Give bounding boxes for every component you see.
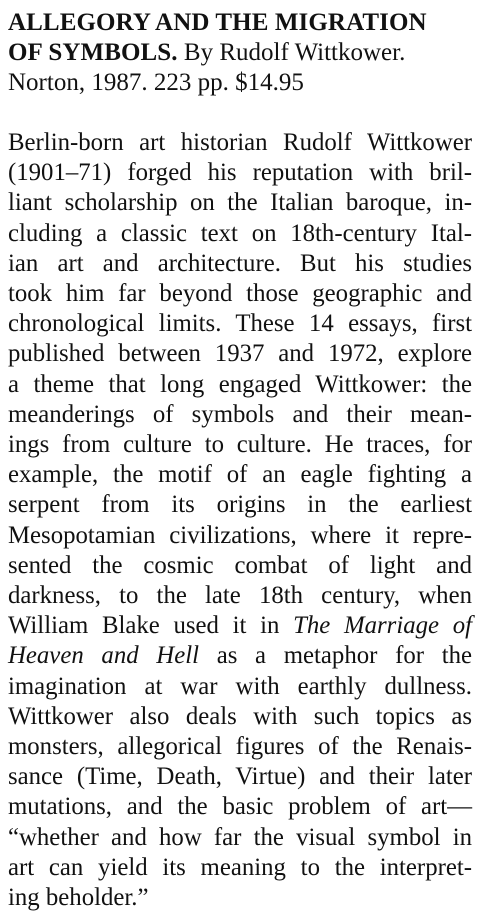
body-line-18-text: as a metaphor for the (199, 642, 472, 670)
header-line-2 (8, 38, 472, 68)
body-line-9: a theme that long engaged Wittkower: the (8, 370, 472, 398)
book-review (8, 8, 472, 913)
book-title: ALLEGORY AND THE MIGRATION (8, 9, 427, 36)
body-line-5: ian art and architecture. But his studies (8, 249, 472, 277)
work-title-part-2: Heaven and Hell (8, 642, 199, 670)
body-line-8: published between 1937 and 1972, explore (8, 340, 472, 368)
body-line-6: took him far beyond those geographic and (8, 280, 472, 308)
body-line-3: liant scholarship on the Italian baroque, in- (8, 189, 472, 217)
body-line-19: imagination at war with earthly dullness. (8, 672, 472, 700)
work-title-part-1: The Marriage of (293, 612, 472, 640)
body-line-23: mutations, and the basic problem of art— (8, 793, 472, 821)
header-line-1 (8, 8, 472, 38)
body-line-2: (1901–71) forged his reputation with bril- (8, 159, 472, 187)
body-line-4: cluding a classic text on 18th-century Ital- (8, 219, 472, 247)
body-line-14: Mesopotamian civilizations, where it repre- (8, 521, 472, 549)
book-title-continued: OF SYMBOLS. (8, 39, 178, 66)
body-line-22: sance (Time, Death, Virtue) and their later (8, 763, 472, 791)
book-author: By Rudolf Wittkower. (177, 39, 406, 66)
body-line-20: Wittkower also deals with such topics as (8, 702, 472, 730)
body-line-12: example, the motif of an eagle fighting a (8, 461, 472, 489)
publication-info: Norton, 1987. 223 pp. $14.95 (8, 69, 304, 96)
body-line-25: art can yield its meaning to the interpret- (8, 853, 472, 881)
body-line-7: chronological limits. These 14 essays, first (8, 310, 472, 338)
body-line-26: ing beholder.” (8, 884, 149, 912)
body-line-17-text: William Blake used it in (8, 612, 294, 640)
body-line-1: Berlin-born art historian Rudolf Wittkower (8, 129, 472, 156)
body-line-10: meanderings of symbols and their mean- (8, 400, 472, 428)
review-header (8, 8, 472, 98)
body-line-21: monsters, allegorical figures of the Renais- (8, 733, 472, 761)
body-line-13: serpent from its origins in the earliest (8, 491, 472, 519)
body-line-24: “whether and how far the visual symbol in (8, 823, 472, 851)
body-line-18 (8, 641, 472, 671)
review-body (8, 128, 472, 913)
body-line-16: darkness, to the late 18th century, when (8, 582, 472, 610)
body-line-11: ings from culture to culture. He traces, for (8, 431, 472, 459)
body-line-15: sented the cosmic combat of light and (8, 551, 472, 579)
body-line-17 (8, 611, 472, 641)
